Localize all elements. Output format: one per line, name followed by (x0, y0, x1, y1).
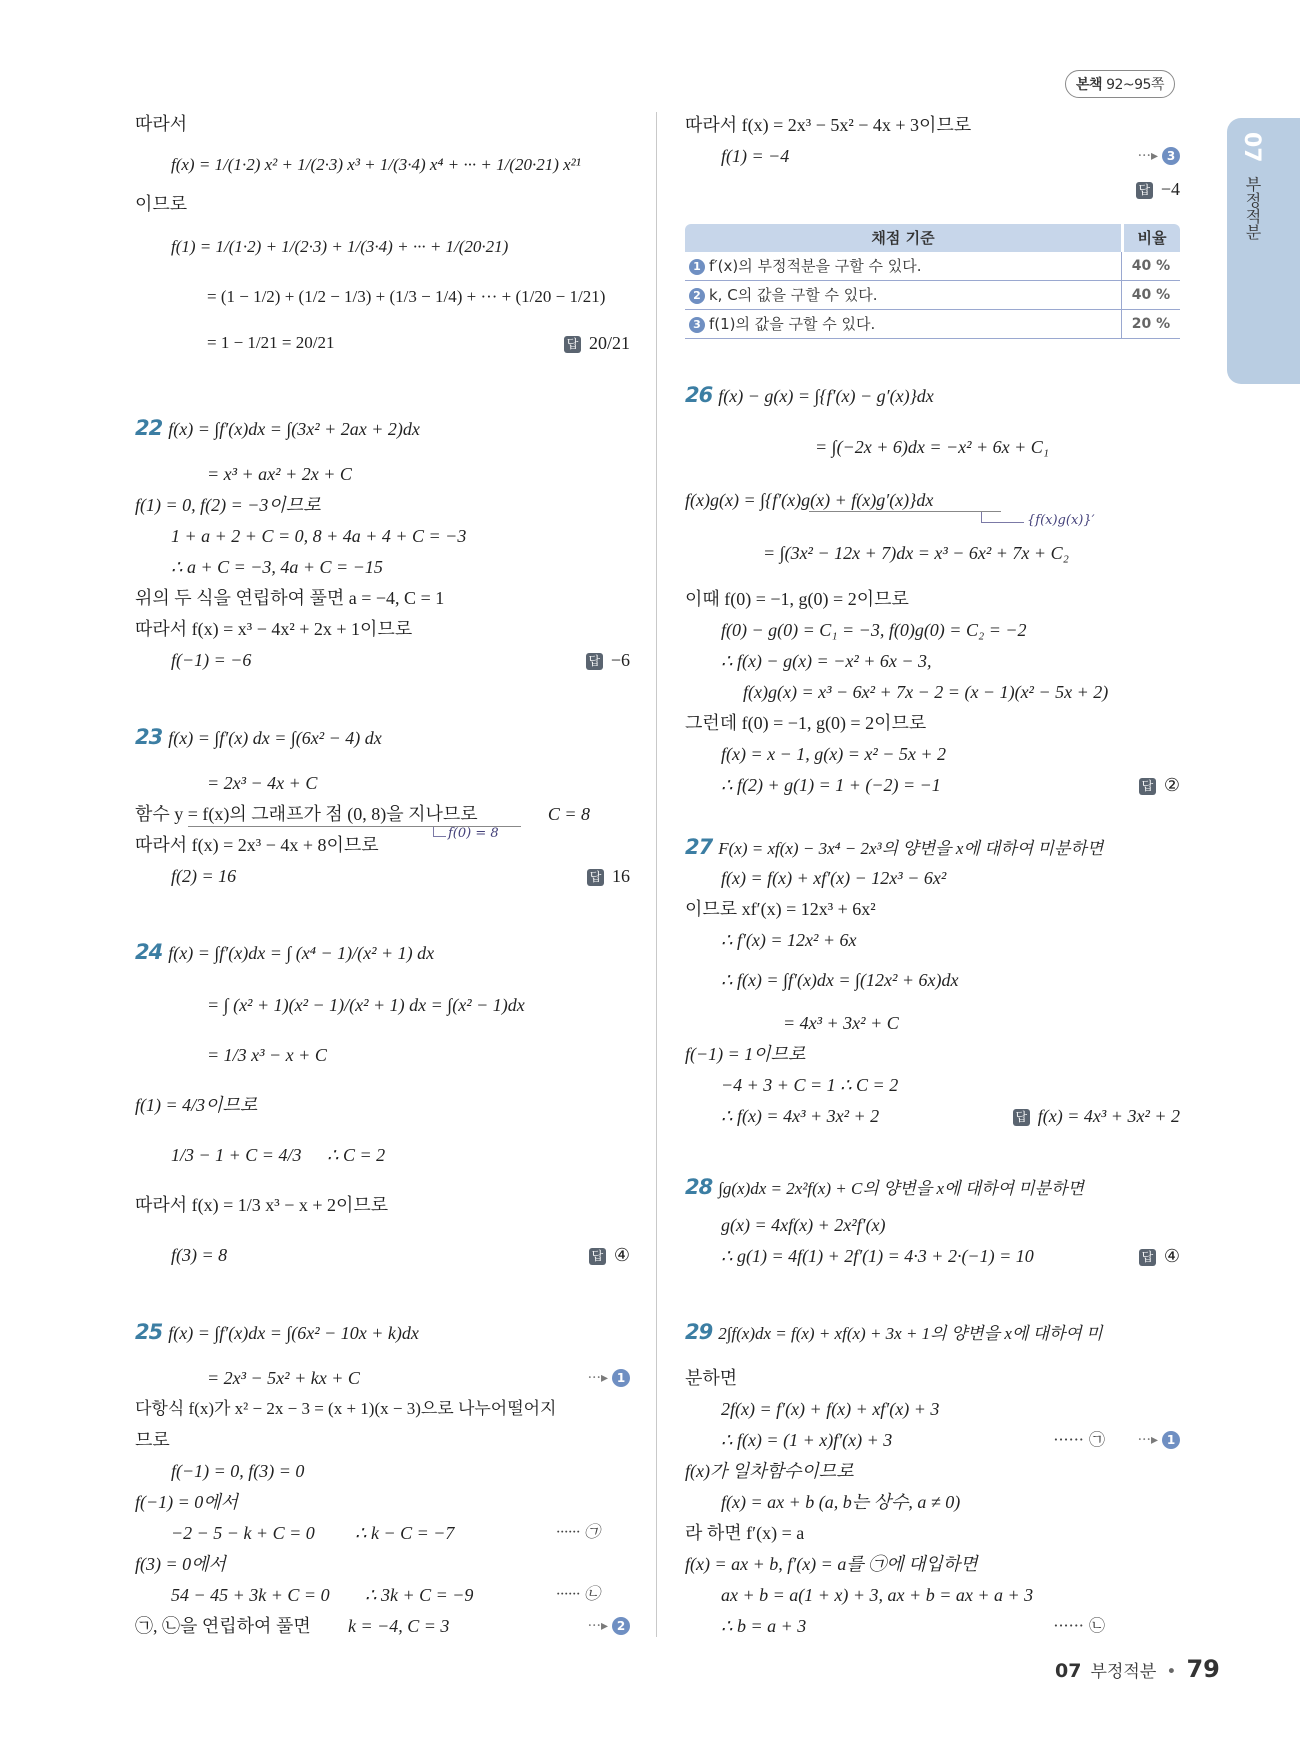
grading-criteria-table (685, 224, 1180, 339)
text-line: 분하면 (685, 1368, 738, 1388)
problem-number: 26 (685, 383, 713, 407)
math-line: −2 − 5 − k + C = 0 (171, 1523, 315, 1543)
math-line: f(x) = ∫f′(x)dx = ∫(3x² + 2ax + 2)dx (168, 419, 420, 439)
math-line: f(x) = x − 1, g(x) = x² − 5x + 2 (721, 744, 947, 764)
math-line: f(x) − g(x) = ∫{f′(x) − g′(x)}dx (718, 386, 934, 406)
answer-value: 16 (612, 866, 630, 886)
answer-row (685, 1241, 1180, 1271)
step-circle-icon: 2 (689, 288, 705, 304)
column-divider (656, 112, 657, 1637)
math-line: = ∫(3x² − 12x + 7)dx = x³ − 6x² + 7x + C₂ (763, 543, 1069, 563)
equation-mark: ······ ㉡ (555, 1586, 600, 1603)
math-line: = ∫ (x² + 1)(x² − 1)/(x² + 1) dx = ∫(x² − 1)dx (207, 995, 525, 1015)
math-line: ∴ a + C = −3, 4a + C = −15 (171, 557, 383, 577)
step-circle-icon: 3 (1162, 147, 1180, 165)
math-line: ∴ f(x) = ∫f′(x)dx = ∫(12x² + 6x)dx (721, 970, 959, 990)
math-line: f(x)가 일차함수이므로 (685, 1461, 854, 1481)
math-line: ∴ f(2) + g(1) = 1 + (−2) = −1 (721, 775, 941, 795)
ratio-value: 40 % (1131, 258, 1171, 274)
math-line: = x³ + ax² + 2x + C (207, 464, 352, 484)
math-line: f(−1) = 0에서 (135, 1492, 239, 1512)
text-line: 따라서 (135, 114, 188, 135)
page-footer (1055, 1655, 1220, 1683)
text-line: 따라서 f(x) = 2x³ − 5x² − 4x + 3이므로 (685, 115, 972, 135)
underline (809, 511, 1001, 512)
answer-row (685, 1101, 1180, 1131)
equation-mark: ······ ㉠ (1053, 1430, 1105, 1449)
answer-row (685, 174, 1180, 204)
annotation-note: {f(x)g(x)}′ (1027, 513, 1095, 528)
math-line: ∴ f(x) = (1 + x)f′(x) + 3 (721, 1430, 893, 1450)
criterion-text: f(1)의 값을 구할 수 있다. (709, 315, 876, 333)
math-line: f(x) = f(x) + xf′(x) − 12x³ − 6x² (721, 868, 947, 888)
note-connector (981, 512, 1024, 523)
math-result: ∴ C = 2 (327, 1145, 386, 1165)
problem-number: 24 (135, 940, 163, 964)
answer-value: −6 (610, 650, 630, 670)
answer-badge-icon: 답 (586, 653, 603, 670)
answer-value: ② (1163, 775, 1180, 795)
problem-number: 27 (685, 835, 713, 859)
math-line: F(x) = xf(x) − 3x⁴ − 2x³의 양변을 x에 대하여 미분하면 (718, 839, 1104, 858)
step-circle-icon: 2 (612, 1617, 630, 1635)
equation-mark: ······ ㉠ (555, 1524, 600, 1541)
math-line: f(x) = ∫f′(x)dx = ∫(6x² − 10x + k)dx (168, 1323, 419, 1343)
math-line: = 1/3 x³ − x + C (207, 1045, 327, 1065)
step-circle-icon: 1 (1162, 1431, 1180, 1449)
step-marker: ···▸ 1 (1138, 1425, 1180, 1455)
answer-row (135, 645, 630, 675)
text-line: 이므로 xf′(x) = 12x³ + 6x² (685, 899, 876, 919)
answer-badge-icon: 답 (1139, 1249, 1156, 1266)
footer-separator: • (1166, 1662, 1177, 1682)
math-line: f(x) = ax + b (a, b는 상수, a ≠ 0) (721, 1492, 961, 1512)
answer-row (685, 770, 1180, 800)
math-line: f(2) = 16 (171, 866, 237, 886)
math-line: ∴ f(x) = 4x³ + 3x² + 2 (721, 1106, 880, 1126)
criterion-text: f′(x)의 부정적분을 구할 수 있다. (709, 257, 922, 275)
math-line: f(x) = 1/(1·2) x² + 1/(2·3) x³ + 1/(3·4) x⁴ + ··· + 1/(20·21) x²¹ (171, 155, 581, 174)
text-line: 위의 두 식을 연립하여 풀면 a = −4, C = 1 (135, 588, 445, 608)
math-line: = (1 − 1/2) + (1/2 − 1/3) + (1/3 − 1/4) + ··· + (1/20 − 1/21) (207, 287, 606, 306)
text-line: 므로 (135, 1430, 170, 1450)
math-line: = 2x³ − 4x + C (207, 773, 318, 793)
problem-number: 22 (135, 416, 163, 440)
math-line: ∴ g(1) = 4f(1) + 2f′(1) = 4·3 + 2·(−1) = 10 (721, 1246, 1034, 1266)
table-row (685, 310, 1180, 339)
text-line: 이므로 (135, 194, 188, 215)
equation-mark: ······ ㉡ (1053, 1616, 1105, 1635)
math-line: 54 − 45 + 3k + C = 0 (171, 1585, 330, 1605)
answer-row (135, 861, 630, 891)
math-line: f(x)g(x) = x³ − 6x² + 7x − 2 = (x − 1)(x² − 5x + 2) (743, 682, 1109, 702)
answer-row (135, 328, 630, 358)
math-line: f(x) = ∫f′(x)dx = ∫ (x⁴ − 1)/(x² + 1) dx (168, 943, 435, 963)
footer-chapter-title: 부정적분 (1090, 1662, 1157, 1682)
column-header-criteria: 채점 기준 (685, 224, 1121, 252)
answer-value: ④ (613, 1245, 630, 1265)
ratio-value: 20 % (1131, 316, 1171, 332)
text-line: 다항식 f(x)가 x² − 2x − 3 = (x + 1)(x − 3)으로 나누어떨어지 (135, 1399, 557, 1418)
math-line: g(x) = 4xf(x) + 2x²f′(x) (721, 1215, 886, 1235)
answer-badge-icon: 답 (1136, 182, 1153, 199)
table-row (685, 252, 1180, 281)
problem-number: 29 (685, 1320, 713, 1344)
text-line: 그런데 f(0) = −1, g(0) = 2이므로 (685, 713, 927, 733)
text-line: 따라서 f(x) = 2x³ − 4x + 8이므로 (135, 835, 379, 855)
math-line: ax + b = a(1 + x) + 3, ax + b = ax + a + 3 (721, 1585, 1034, 1605)
math-line: 1/3 − 1 + C = 4/3 (171, 1145, 302, 1165)
math-line: 1 + a + 2 + C = 0, 8 + 4a + 4 + C = −3 (171, 526, 467, 546)
math-line: f(1) = 4/3이므로 (135, 1095, 258, 1115)
math-line: ∴ b = a + 3 (721, 1616, 807, 1636)
answer-badge-icon: 답 (564, 336, 581, 353)
math-line: = ∫(−2x + 6)dx = −x² + 6x + C₁ (815, 437, 1050, 457)
step-marker: ···▸ 1 (588, 1363, 630, 1393)
math-line: ∴ f′(x) = 12x² + 6x (721, 930, 857, 950)
math-line: f(x) = ∫f′(x) dx = ∫(6x² − 4) dx (168, 728, 382, 748)
math-line: = 1 − 1/21 = 20/21 (207, 333, 335, 352)
book-label: 본책 (1076, 77, 1103, 93)
annotation-note: f(0) = 8 (448, 826, 499, 841)
step-circle-icon: 1 (689, 259, 705, 275)
math-line: −4 + 3 + C = 1 ∴ C = 2 (721, 1075, 899, 1095)
page-range: 92~95쪽 (1106, 77, 1164, 93)
math-result: ∴ k − C = −7 (355, 1523, 455, 1543)
step-circle-icon: 3 (689, 317, 705, 333)
math-line: f(3) = 0에서 (135, 1554, 226, 1574)
math-line: f(−1) = −6 (171, 650, 252, 670)
chapter-side-tab (1227, 118, 1300, 384)
answer-value: −4 (1160, 179, 1180, 199)
answer-value: ④ (1163, 1246, 1180, 1266)
math-line: f(0) − g(0) = C₁ = −3, f(0)g(0) = C₂ = −2 (721, 620, 1027, 640)
problem-number: 28 (685, 1175, 713, 1199)
problem-number: 23 (135, 725, 163, 749)
math-line: = 2x³ − 5x² + kx + C (207, 1368, 360, 1388)
math-result: k = −4, C = 3 (348, 1616, 450, 1636)
ratio-value: 40 % (1131, 287, 1171, 303)
page-reference-pill (1065, 70, 1175, 98)
math-line: ∴ f(x) − g(x) = −x² + 6x − 3, (721, 651, 932, 671)
math-line: 2f(x) = f′(x) + f(x) + xf′(x) + 3 (721, 1399, 940, 1419)
math-result: ∴ 3k + C = −9 (365, 1585, 474, 1605)
math-line: f(1) = −4 (721, 146, 790, 166)
math-line: f(x)g(x) = ∫{f′(x)g(x) + f(x)g′(x)}dx (685, 490, 934, 510)
math-line: 2∫f(x)dx = f(x) + xf(x) + 3x + 1의 양변을 x에 대하여 미 (718, 1324, 1103, 1343)
step-marker: ···▸ 3 (1138, 141, 1180, 171)
text-line: ㉠, ㉡을 연립하여 풀면 (135, 1616, 311, 1636)
table-row (685, 281, 1180, 310)
table-header (685, 224, 1180, 252)
chapter-number: 07 (1239, 132, 1264, 163)
answer-value: 20/21 (588, 333, 630, 353)
answer-badge-icon: 답 (1013, 1109, 1030, 1126)
answer-badge-icon: 답 (589, 1248, 606, 1265)
text-line: 따라서 f(x) = x³ − 4x² + 2x + 1이므로 (135, 619, 413, 639)
step-circle-icon: 1 (612, 1369, 630, 1387)
footer-chapter-number: 07 (1055, 1660, 1082, 1682)
math-line: f(3) = 8 (171, 1245, 228, 1265)
answer-row (135, 1240, 630, 1270)
text-line: 이때 f(0) = −1, g(0) = 2이므로 (685, 589, 909, 609)
text-line: 라 하면 f′(x) = a (685, 1523, 805, 1543)
page-number: 79 (1186, 1655, 1220, 1683)
column-header-ratio: 비율 (1124, 224, 1180, 252)
math-line: f(−1) = 1이므로 (685, 1044, 806, 1064)
text-line: 따라서 f(x) = 1/3 x³ − x + 2이므로 (135, 1195, 389, 1215)
math-line: ∫g(x)dx = 2x²f(x) + C의 양변을 x에 대하여 미분하면 (718, 1179, 1084, 1198)
math-line: f(1) = 1/(1·2) + 1/(2·3) + 1/(3·4) + ··· + 1/(20·21) (171, 237, 509, 256)
math-line: = 4x³ + 3x² + C (783, 1013, 899, 1033)
math-result: C = 8 (547, 804, 590, 824)
answer-badge-icon: 답 (587, 869, 604, 886)
chapter-title: 부정적분 (1243, 176, 1262, 240)
step-marker: ···▸ 2 (588, 1611, 630, 1641)
answer-badge-icon: 답 (1139, 778, 1156, 795)
text-line: 함수 y = f(x)의 그래프가 점 (0, 8)을 지나므로 (135, 804, 478, 824)
math-line: f(1) = 0, f(2) = −3이므로 (135, 495, 321, 515)
problem-number: 25 (135, 1320, 163, 1344)
math-line: f(−1) = 0, f(3) = 0 (171, 1461, 305, 1481)
answer-value: f(x) = 4x³ + 3x² + 2 (1037, 1106, 1180, 1126)
math-line: f(x) = ax + b, f′(x) = a를 ㉠에 대입하면 (685, 1554, 978, 1574)
criterion-text: k, C의 값을 구할 수 있다. (709, 286, 878, 304)
